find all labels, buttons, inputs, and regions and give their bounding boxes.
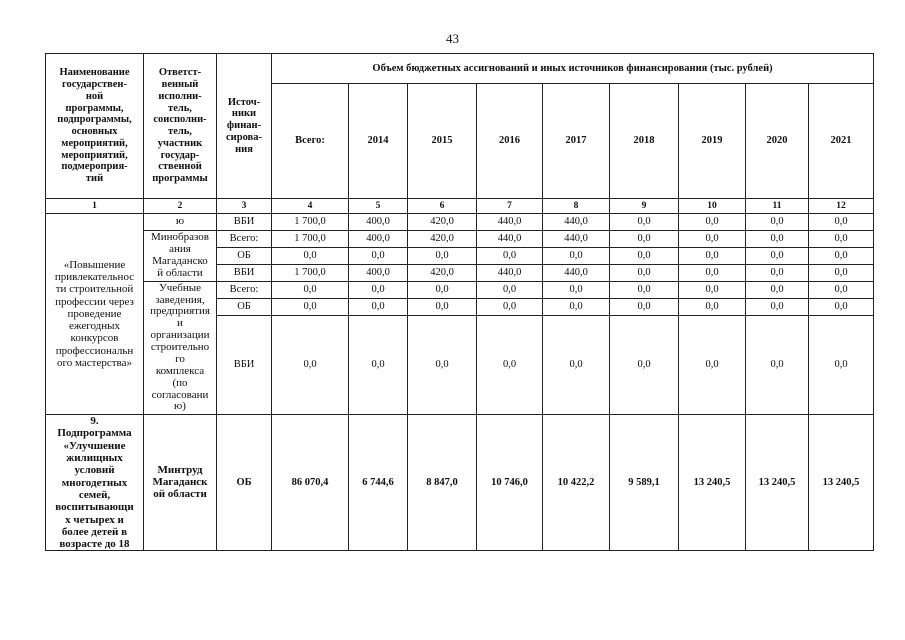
value-cell: 1 700,0 — [272, 231, 349, 248]
value-cell: 0,0 — [679, 282, 746, 299]
header-name-text: Наименование государствен- ной программы, подпрограммы, основных мероприятий, мероприятий, подмероприя- тий — [57, 67, 132, 184]
value-cell: 10 422,2 — [543, 415, 610, 551]
value-cell: 400,0 — [349, 231, 408, 248]
header-year-2021: 2021 — [809, 84, 874, 199]
value-cell: 0,0 — [477, 316, 543, 415]
funding-source-cell: ВБИ — [217, 265, 272, 282]
funding-source-cell: ВБИ — [217, 316, 272, 415]
value-cell: 0,0 — [809, 316, 874, 415]
value-cell: 0,0 — [679, 299, 746, 316]
value-cell: 0,0 — [809, 265, 874, 282]
table-row — [46, 415, 874, 551]
value-cell: 13 240,5 — [809, 415, 874, 551]
value-cell: 0,0 — [746, 316, 809, 415]
value-cell: 0,0 — [408, 299, 477, 316]
value-cell: 0,0 — [477, 299, 543, 316]
responsible-cell: Минтруд Магаданск ой области — [144, 415, 217, 551]
table-row — [46, 282, 874, 299]
value-cell: 10 746,0 — [477, 415, 543, 551]
value-cell: 0,0 — [809, 214, 874, 231]
value-cell: 0,0 — [746, 248, 809, 265]
header-year-2018: 2018 — [610, 84, 679, 199]
value-cell: 13 240,5 — [746, 415, 809, 551]
column-number-5: 5 — [349, 199, 408, 214]
funding-source-cell: ОБ — [217, 415, 272, 551]
measure-name-cell: «Повышение привлекательнос ти строительной профессии через проведение ежегодных конкурсов профессиональн ого мастерства» — [46, 214, 144, 415]
value-cell: 0,0 — [408, 282, 477, 299]
column-number-8: 8 — [543, 199, 610, 214]
value-cell: 0,0 — [610, 248, 679, 265]
value-cell: 440,0 — [543, 214, 610, 231]
header-source — [217, 54, 272, 199]
value-cell: 1 700,0 — [272, 214, 349, 231]
value-cell: 0,0 — [543, 248, 610, 265]
value-cell: 0,0 — [746, 299, 809, 316]
value-cell: 0,0 — [349, 316, 408, 415]
value-cell: 440,0 — [477, 265, 543, 282]
header-year-total: Всего: — [272, 84, 349, 199]
responsible-cell: ю — [144, 214, 217, 231]
value-cell: 0,0 — [272, 248, 349, 265]
value-cell: 0,0 — [746, 231, 809, 248]
value-cell: 0,0 — [543, 282, 610, 299]
value-cell: 0,0 — [679, 214, 746, 231]
value-cell: 0,0 — [809, 282, 874, 299]
value-cell: 420,0 — [408, 231, 477, 248]
subprogram-name-cell: 9. Подпрограмма «Улучшение жилищных условий многодетных семей, воспитывающи х четырех и более детей в возрасте до 18 — [46, 415, 144, 551]
value-cell: 0,0 — [272, 299, 349, 316]
header-responsible-text: Ответст- венный исполни- тель, соисполни- тель, участник государ- ственной программы — [152, 67, 208, 184]
value-cell: 440,0 — [477, 231, 543, 248]
header-year-2015: 2015 — [408, 84, 477, 199]
header-source-text: Источ- ники финан- сирова- ния — [226, 96, 262, 155]
value-cell: 0,0 — [809, 299, 874, 316]
header-funding: Объем бюджетных ассигнований и иных источников финансирования (тыс. рублей) — [272, 54, 874, 84]
funding-source-cell: ОБ — [217, 248, 272, 265]
header-year-2020: 2020 — [746, 84, 809, 199]
value-cell: 400,0 — [349, 214, 408, 231]
table-row — [46, 231, 874, 248]
value-cell: 420,0 — [408, 214, 477, 231]
column-number-9: 9 — [610, 199, 679, 214]
value-cell: 0,0 — [610, 231, 679, 248]
funding-source-cell: ВБИ — [217, 214, 272, 231]
value-cell: 0,0 — [610, 316, 679, 415]
value-cell: 8 847,0 — [408, 415, 477, 551]
header-name — [46, 54, 144, 199]
value-cell: 0,0 — [272, 316, 349, 415]
column-number-7: 7 — [477, 199, 543, 214]
value-cell: 1 700,0 — [272, 265, 349, 282]
value-cell: 0,0 — [610, 214, 679, 231]
column-number-3: 3 — [217, 199, 272, 214]
value-cell: 0,0 — [809, 231, 874, 248]
column-number-12: 12 — [809, 199, 874, 214]
value-cell: 86 070,4 — [272, 415, 349, 551]
column-number-4: 4 — [272, 199, 349, 214]
value-cell: 0,0 — [408, 248, 477, 265]
header-year-2016: 2016 — [477, 84, 543, 199]
value-cell: 0,0 — [610, 299, 679, 316]
page-number: 43 — [446, 31, 459, 46]
column-number-6: 6 — [408, 199, 477, 214]
value-cell: 0,0 — [272, 282, 349, 299]
value-cell: 0,0 — [746, 282, 809, 299]
value-cell: 420,0 — [408, 265, 477, 282]
value-cell: 0,0 — [679, 316, 746, 415]
header-year-2019: 2019 — [679, 84, 746, 199]
funding-source-cell: Всего: — [217, 231, 272, 248]
responsible-cell: Учебные заведения, предприятия и организации строительно го комплекса (по согласовани ю) — [144, 282, 217, 415]
column-number-10: 10 — [679, 199, 746, 214]
value-cell: 0,0 — [349, 282, 408, 299]
header-year-2014: 2014 — [349, 84, 408, 199]
value-cell: 0,0 — [679, 265, 746, 282]
value-cell: 9 589,1 — [610, 415, 679, 551]
value-cell: 0,0 — [349, 248, 408, 265]
value-cell: 0,0 — [809, 248, 874, 265]
value-cell: 0,0 — [746, 265, 809, 282]
column-number-1: 1 — [46, 199, 144, 214]
value-cell: 440,0 — [543, 265, 610, 282]
value-cell: 0,0 — [477, 282, 543, 299]
header-year-2017: 2017 — [543, 84, 610, 199]
table-row — [46, 214, 874, 231]
value-cell: 440,0 — [543, 231, 610, 248]
value-cell: 13 240,5 — [679, 415, 746, 551]
funding-source-cell: Всего: — [217, 282, 272, 299]
value-cell: 6 744,6 — [349, 415, 408, 551]
value-cell: 0,0 — [610, 265, 679, 282]
value-cell: 0,0 — [543, 316, 610, 415]
value-cell: 0,0 — [477, 248, 543, 265]
budget-table — [45, 53, 874, 551]
value-cell: 0,0 — [610, 282, 679, 299]
value-cell: 0,0 — [746, 214, 809, 231]
value-cell: 0,0 — [408, 316, 477, 415]
responsible-cell: Минобразов ания Магаданско й области — [144, 231, 217, 282]
header-responsible — [144, 54, 217, 199]
value-cell: 440,0 — [477, 214, 543, 231]
column-number-row — [46, 199, 874, 214]
value-cell: 0,0 — [543, 299, 610, 316]
value-cell: 0,0 — [679, 248, 746, 265]
column-number-2: 2 — [144, 199, 217, 214]
funding-source-cell: ОБ — [217, 299, 272, 316]
value-cell: 400,0 — [349, 265, 408, 282]
value-cell: 0,0 — [679, 231, 746, 248]
value-cell: 0,0 — [349, 299, 408, 316]
column-number-11: 11 — [746, 199, 809, 214]
